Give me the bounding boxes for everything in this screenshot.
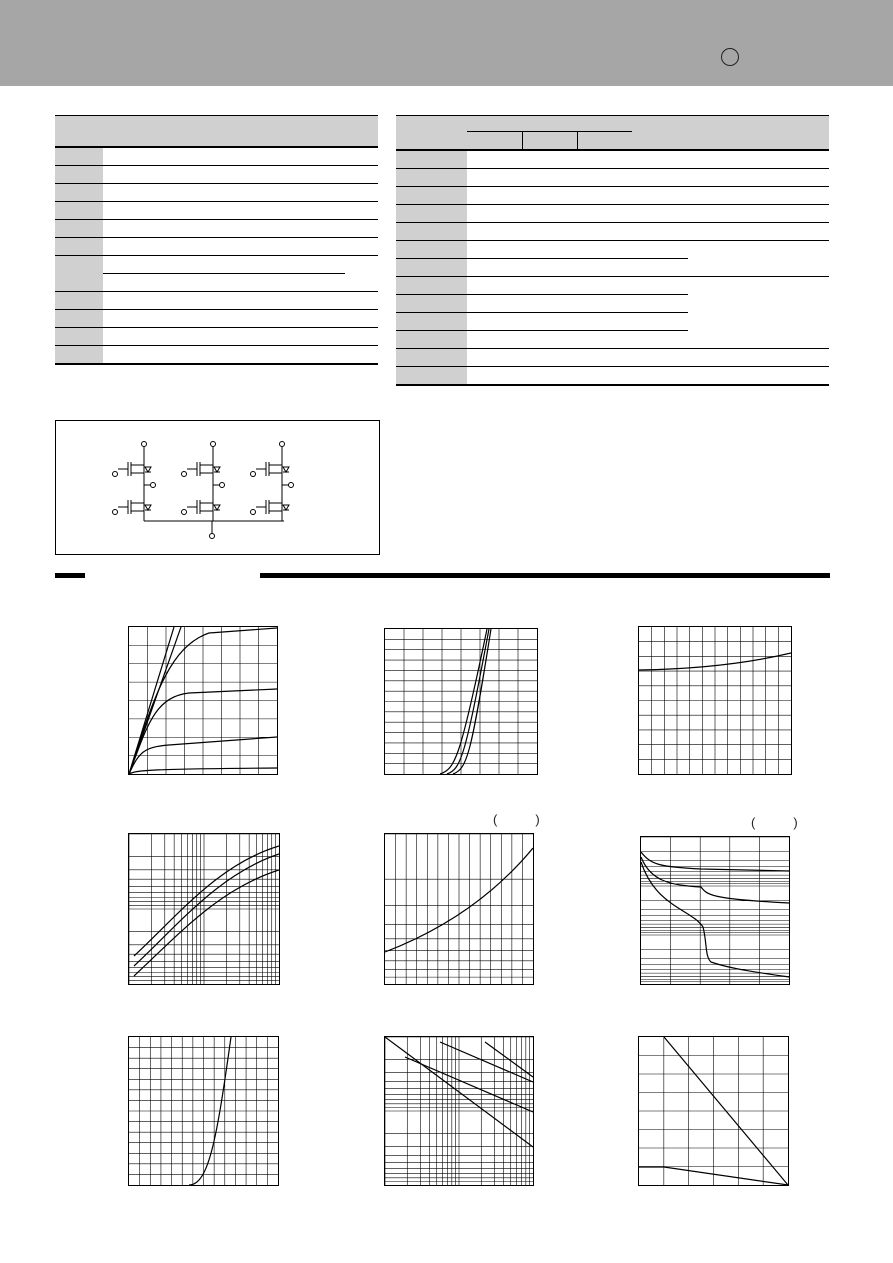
circuit-diagram [55,420,380,555]
table-header-row [55,116,378,148]
table-row [55,184,378,202]
bridge-leg-1 [113,442,156,522]
graph-5 [384,833,534,985]
curve [641,862,789,977]
graph-1-plot [129,627,277,774]
three-phase-bridge-schematic [56,421,379,554]
graph-6-plot [641,837,789,984]
registered-mark-icon [721,48,739,66]
graph-9-plot [639,1037,788,1185]
table-row [396,367,829,386]
table-row [396,150,829,169]
table-row [396,277,829,295]
table-row [396,169,829,187]
graph-8-plot [385,1037,533,1185]
grid [385,834,533,984]
graph-3-plot [639,627,791,774]
grid [641,837,789,984]
graph-8 [384,1036,534,1186]
table-header-row [396,116,829,132]
table-row [55,346,378,365]
grid [385,1037,533,1185]
mosfet-switch-icon [251,459,290,479]
table-row [55,274,378,292]
mosfet-switch-icon [182,497,221,517]
maximum-ratings-table [55,115,378,365]
table-row [396,349,829,367]
grid [385,629,537,774]
table-row [396,241,829,259]
graph-6-bracket: () [751,815,836,830]
mosfet-switch-icon [113,497,152,517]
table-row [55,328,378,346]
mosfet-switch-icon [113,459,152,479]
graph-3 [638,626,792,775]
table-row [55,166,378,184]
header-band [0,0,893,86]
bridge-leg-3 [251,442,294,522]
curve [134,870,279,976]
mosfet-switch-icon [251,497,290,517]
table-row [55,147,378,166]
table-row [396,205,829,223]
mosfet-switch-icon [182,459,221,479]
table-row [55,220,378,238]
graph-4-plot [129,834,279,984]
grid [129,1037,278,1185]
curve [440,1042,533,1082]
table-row [55,256,378,274]
graph-5-plot [385,834,533,984]
graph-4 [128,833,280,985]
graph-7 [128,1036,279,1186]
table-row [396,187,829,205]
table-row [55,292,378,310]
bridge-leg-2 [182,442,225,522]
grid [639,1037,788,1185]
table-row [55,202,378,220]
graph-6 [640,836,790,985]
grid [129,834,279,984]
graph-2-plot [385,629,537,774]
graph-9 [638,1036,789,1186]
graph-5-bracket: () [493,812,578,827]
curve [641,852,789,871]
table-row [55,310,378,328]
table-row [55,238,378,256]
graph-2 [384,628,538,775]
electrical-characteristics-table [396,115,829,386]
graph-7-plot [129,1037,278,1185]
section-rule-short [55,573,85,578]
grid [639,627,791,774]
table-row [396,223,829,241]
graph-1 [128,626,278,775]
section-rule-long [260,573,830,578]
